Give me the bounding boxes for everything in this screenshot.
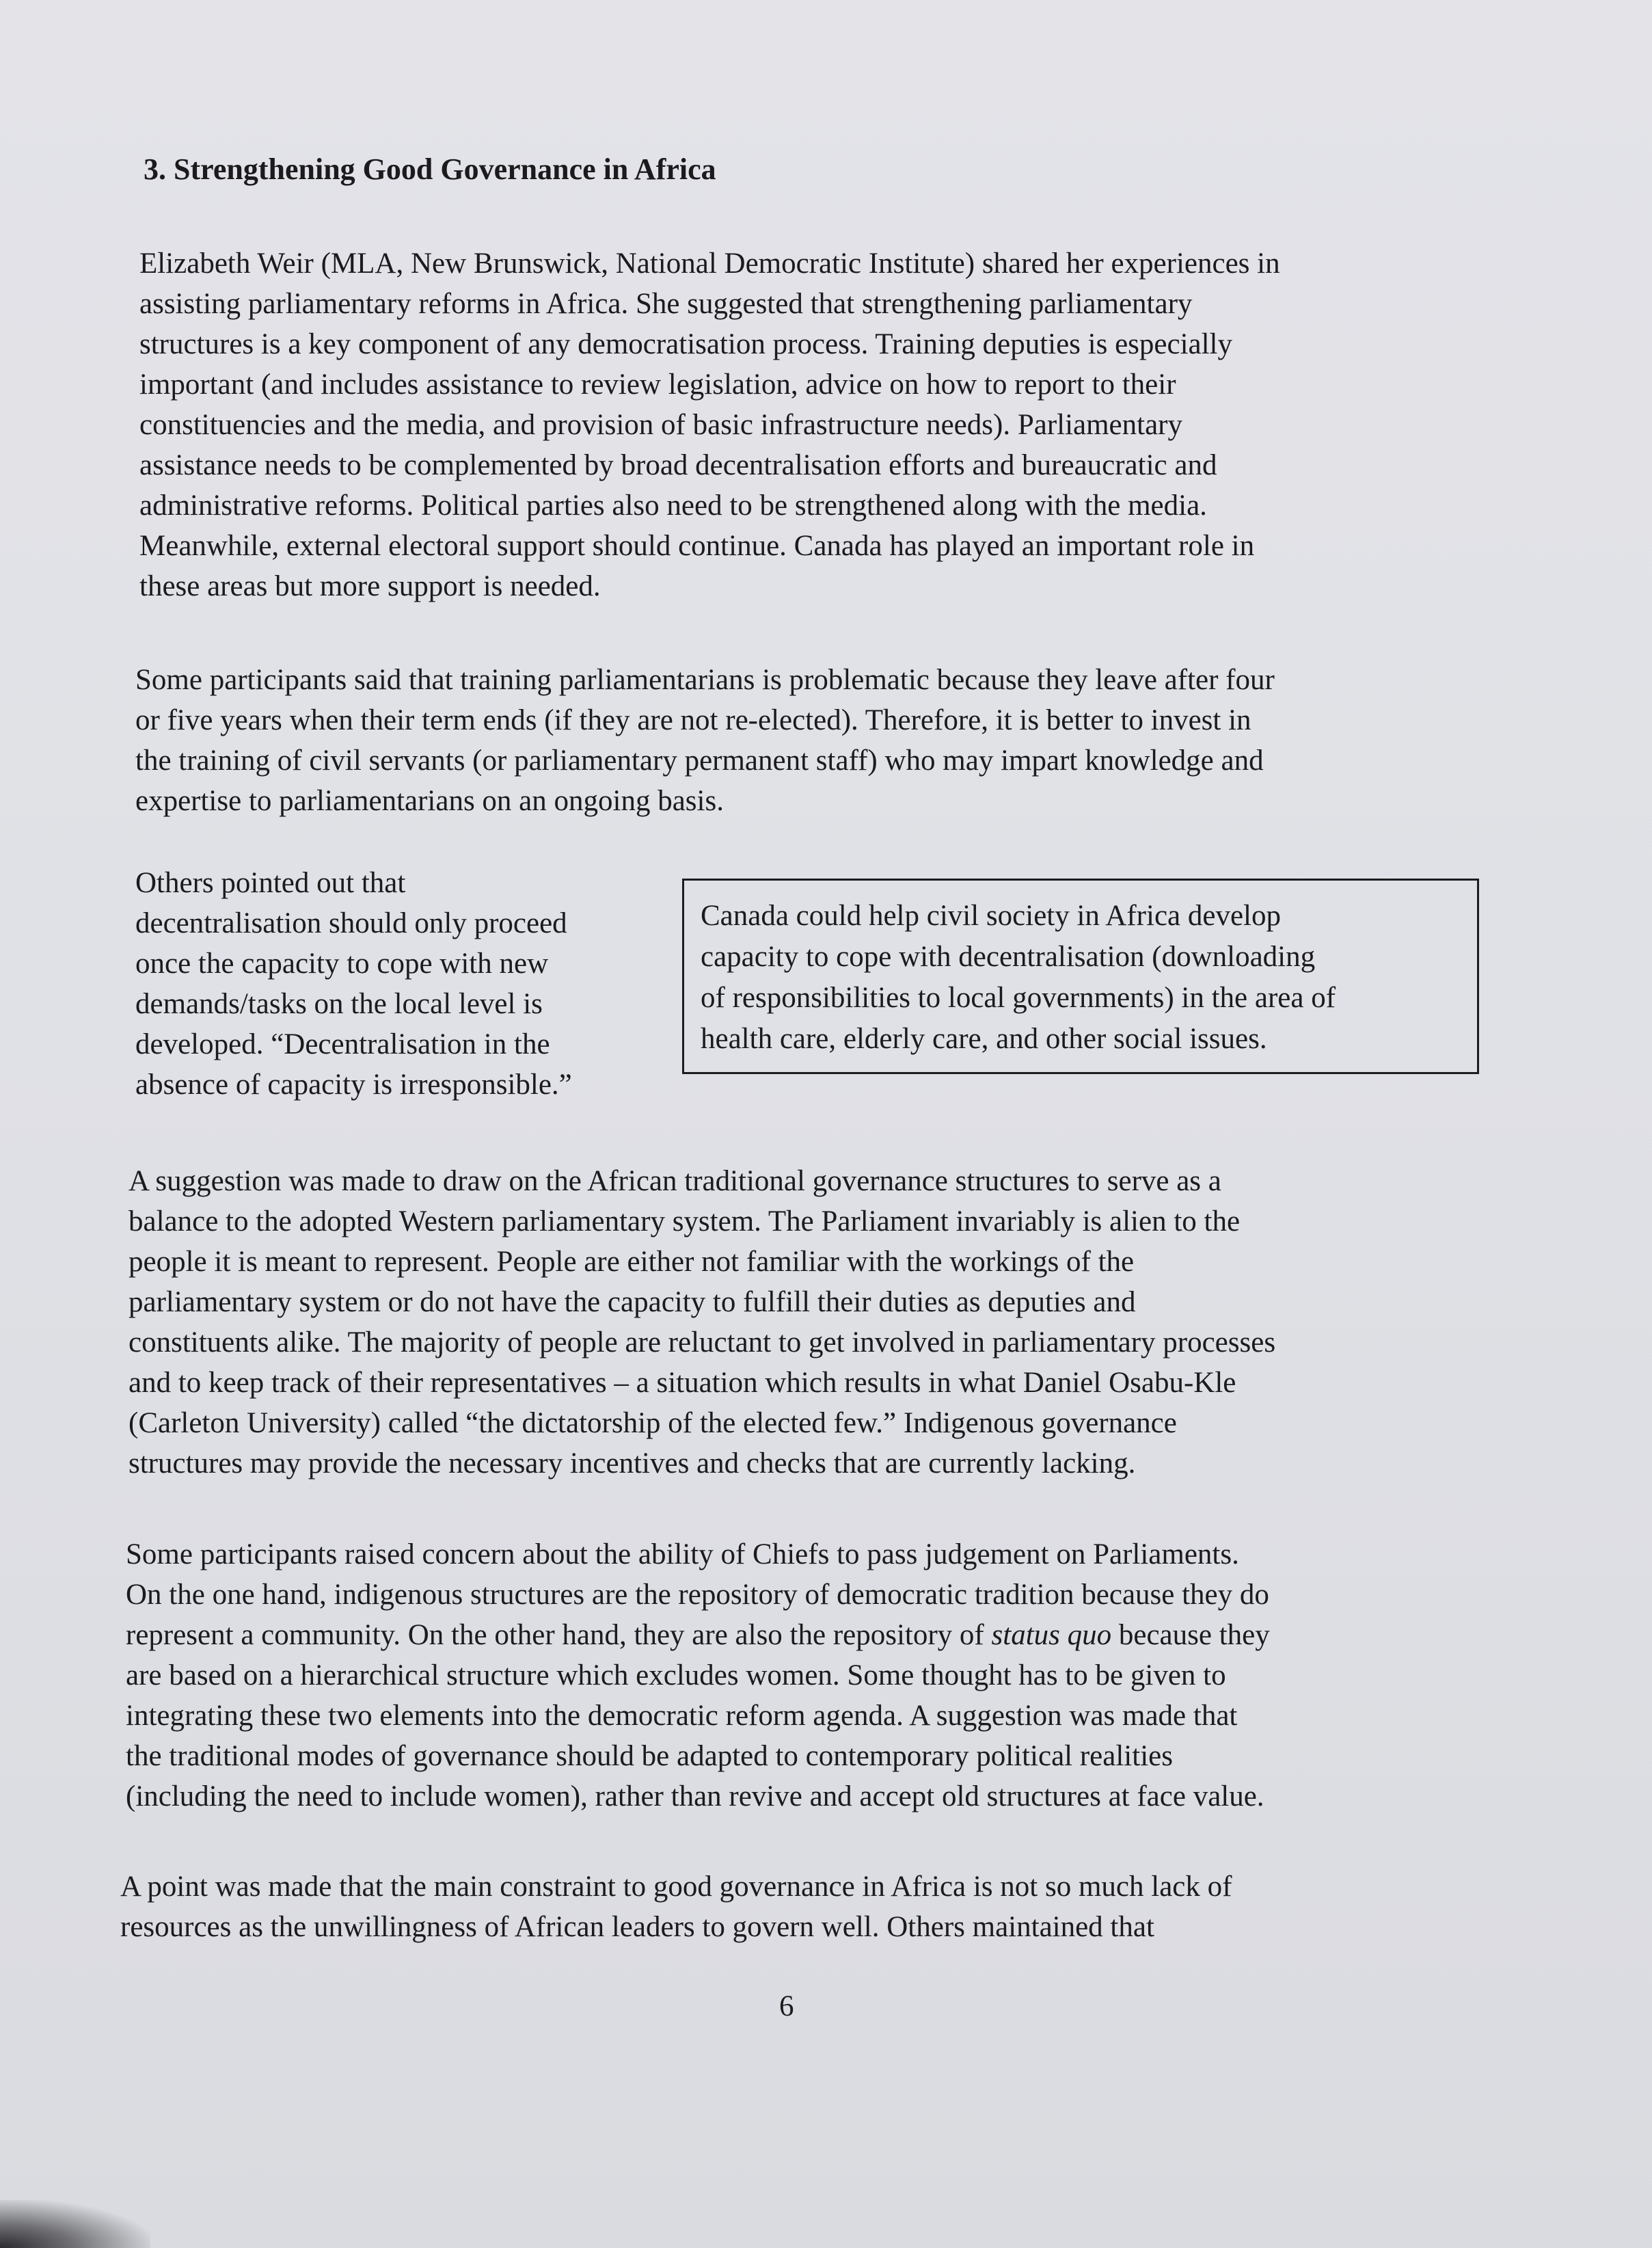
- paragraph-training: Some participants said that training parliamentarians is problematic because they leave after four or five years when their term ends (if they are not re-elected). Therefore, it is better to invest in the training of civil servants (or parliamentary permanent staff) who may impart knowledge and expertise to parliamentarians on an ongoing basis.: [135, 664, 1275, 817]
- paragraph-chiefs-part-1: Some participants raised concern about the ability of Chiefs to pass judgement on Parliaments. On the one hand, indigenous structures are the repository of democratic tradition because they do represent a community. On the other hand, they are also the repository of: [126, 1538, 1269, 1651]
- paragraph-constraint: A point was made that the main constraint to good governance in Africa is not so much lack of resources as the unwillingness of African leaders to govern well. Others maintained that: [120, 1871, 1232, 1943]
- section-heading: 3. Strengthening Good Governance in Africa: [144, 152, 716, 186]
- callout-text: Canada could help civil society in Africa develop capacity to cope with decentralisation (downloading of responsibilities to local governments) in the area of health care, elderly care, and other social issues.: [701, 900, 1336, 1055]
- paragraph-weir: Elizabeth Weir (MLA, New Brunswick, National Democratic Institute) shared her experiences in assisting parliamentary reforms in Africa. She suggested that strengthening parliamentary structures is a key component of any democratisation process. Training deputies is especially important (and includes assistance to review legislation, advice on how to report to their constituencies and the media, and provision of basic infrastructure needs). Parliamentary assistance needs to be complemented by broad decentralisation efforts and bureaucratic and administrative reforms. Political parties also need to be strengthened along with the media. Meanwhile, external electoral support should continue. Canada has played an important role in these areas but more support is needed.: [139, 247, 1280, 602]
- status-quo-italic: status quo: [991, 1619, 1112, 1651]
- paragraph-chiefs-part-2: because they are based on a hierarchical structure which excludes women. Some thought has to be given to integrating these two elements into the democratic reform agenda. A suggestion was made that the traditional modes of governance should be adapted to contemporary political realities (including the need to include women), rather than revive and accept old structures at face value.: [126, 1619, 1270, 1812]
- callout-box: [682, 879, 1479, 1074]
- paragraph-chiefs: [126, 1534, 1270, 1817]
- paragraph-traditional-governance: A suggestion was made to draw on the African traditional governance structures to serve as a balance to the adopted Western parliamentary system. The Parliament invariably is alien to the people it is meant to represent. People are either not familiar with the workings of the parliamentary system or do not have the capacity to fulfill their duties as deputies and constituents alike. The majority of people are reluctant to get involved in parliamentary processes and to keep track of their representatives – a situation which results in what Daniel Osabu-Kle (Carleton University) called “the dictatorship of the elected few.” Indigenous governance structures may provide the necessary incentives and checks that are currently lacking.: [128, 1165, 1276, 1480]
- page-number: 6: [779, 1990, 794, 2022]
- paragraph-decentralisation: Others pointed out that decentralisation should only proceed once the capacity to cope with new demands/tasks on the local level is developed. “Decentralisation in the absence of capacity is irresponsible.”: [135, 867, 572, 1101]
- scan-shadow: [0, 2200, 150, 2248]
